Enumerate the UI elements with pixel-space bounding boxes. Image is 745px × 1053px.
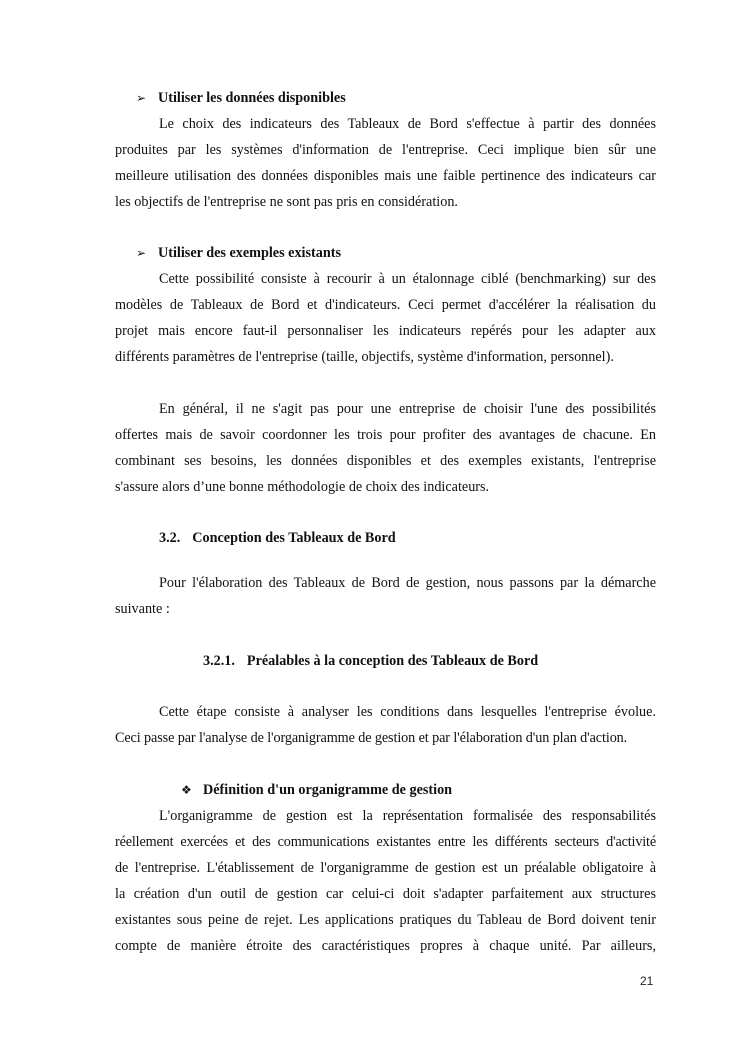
bullet-heading-definition [181, 781, 452, 799]
paragraph-line: de l'entreprise. L'établissement de l'organigramme de gestion est un préalable obligatoire à [115, 860, 656, 876]
arrowhead-bullet-icon: ➢ [136, 246, 147, 260]
section-number: 3.2. [159, 530, 181, 546]
page-number: 21 [640, 974, 654, 988]
paragraph-line: meilleure utilisation des données disponibles mais une faible pertinence des indicateurs car [115, 168, 656, 184]
paragraph-line: Pour l'élaboration des Tableaux de Bord de gestion, nous passons par la démarche [159, 575, 656, 591]
heading-exemples-existants: Utiliser des exemples existants [158, 245, 341, 261]
heading-donnees-disponibles: Utiliser les données disponibles [158, 90, 346, 106]
paragraph-line: L'organigramme de gestion est la représentation formalisée des responsabilités [159, 808, 656, 824]
paragraph-line: projet mais encore faut-il personnaliser les indicateurs repérés pour les adapter aux [115, 323, 656, 339]
section-heading-3-2-1 [203, 652, 538, 670]
paragraph-line: Cette étape consiste à analyser les conditions dans lesquelles l'entreprise évolue. [159, 704, 656, 720]
section-title: Préalables à la conception des Tableaux de Bord [246, 653, 539, 669]
paragraph-line: suivante : [115, 601, 170, 617]
diamond-bullet-icon: ❖ [181, 783, 192, 797]
paragraph-line: Le choix des indicateurs des Tableaux de Bord s'effectue à partir des données [159, 116, 656, 132]
paragraph-line: En général, il ne s'agit pas pour une entreprise de choisir l'une des possibilités [159, 401, 656, 417]
paragraph-line: la création d'un outil de gestion car celui-ci doit s'adapter parfaitement aux structures [115, 886, 656, 902]
paragraph-line: les objectifs de l'entreprise ne sont pas pris en considération. [115, 194, 458, 210]
paragraph-line: réellement exercées et des communications existantes entre les différents secteurs d'activité [115, 834, 656, 850]
heading-definition-organigramme: Définition d'un organigramme de gestion [203, 782, 453, 798]
paragraph-line: Ceci passe par l'analyse de l'organigramme de gestion et par l'élaboration d'un plan d'action. [115, 730, 628, 746]
paragraph-line: différents paramètres de l'entreprise (taille, objectifs, système d'information, personnel). [115, 349, 614, 365]
paragraph-line: s'assure alors d’une bonne méthodologie de choix des indicateurs. [115, 479, 490, 495]
bullet-heading-exemples [136, 244, 341, 262]
section-title: Conception des Tableaux de Bord [192, 530, 396, 546]
paragraph-line: modèles de Tableaux de Bord et d'indicateurs. Ceci permet d'accélérer la réalisation du [115, 297, 656, 313]
paragraph-line: offertes mais de savoir coordonner les trois pour profiter des avantages de chacune. En [115, 427, 656, 443]
section-heading-3-2 [159, 529, 396, 547]
arrowhead-bullet-icon: ➢ [136, 91, 147, 105]
paragraph-line: compte de manière étroite des caractéristiques propres à chaque unité. Par ailleurs, [115, 938, 656, 954]
paragraph-line: existantes sous peine de rejet. Les applications pratiques du Tableau de Bord doivent tenir [115, 912, 656, 928]
paragraph-line: Cette possibilité consiste à recourir à un étalonnage ciblé (benchmarking) sur des [159, 271, 656, 287]
paragraph-line: produites par les systèmes d'information de l'entreprise. Ceci implique bien sûr une [115, 142, 656, 158]
section-number: 3.2.1. [203, 653, 235, 669]
bullet-heading-donnees [136, 89, 346, 107]
paragraph-line: combinant ses besoins, les données disponibles et des exemples existants, l'entreprise [115, 453, 656, 469]
